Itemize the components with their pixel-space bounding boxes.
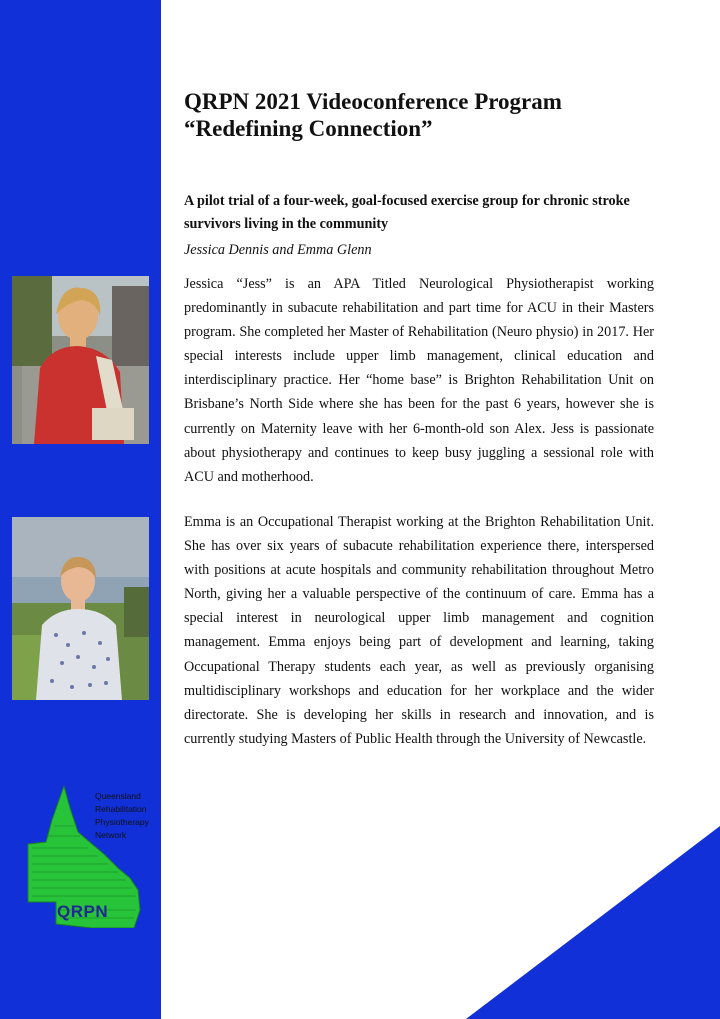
photo-emma: [12, 517, 149, 700]
talk-title: A pilot trial of a four-week, goal-focused exercise group for chronic stroke survivors living in the community: [184, 193, 630, 232]
logo-caption: [95, 790, 149, 842]
program-header: [184, 88, 684, 142]
program-title: QRPN 2021 Videoconference Program: [184, 89, 562, 114]
logo-wordmark: QRPN: [57, 902, 109, 921]
bio-jessica: Jessica “Jess” is an APA Titled Neurological Physiotherapist working predominantly in subacute rehabilitation and part time for ACU in their Masters program. She completed her Master of Rehabilitation (Neuro physio) in 2017. Her special interests include upper limb management, clinical education and interdisciplinary practice. Her “home base” is Brighton Rehabilitation Unit on Brisbane’s North Side where she has been for the past 6 years, however she is currently on Maternity leave with her 6-month-old son Alex. Jess is passionate about physiotherapy and continues to keep busy juggling a sessional role with ACU and motherhood.: [184, 276, 654, 485]
logo-line-rehabilitation: Rehabilitation: [95, 804, 147, 814]
logo-line-network: Network: [95, 830, 127, 840]
photo-jessica: [12, 276, 149, 444]
logo-line-physiotherapy: Physiotherapy: [95, 817, 149, 827]
program-subtitle: “Redefining Connection”: [184, 116, 433, 141]
logo-line-queensland: Queensland: [95, 791, 141, 801]
bio-emma: Emma is an Occupational Therapist working at the Brighton Rehabilitation Unit. She has over six years of subacute rehabilitation experience there, interspersed with positions at acute hospitals and community rehabilitation throughout Metro North, giving her a valuable perspective of the continuum of care. Emma has a special interest in neurological upper limb management and cognition management. Emma enjoys being part of development and learning, taking Occupational Therapy students each year, as well as previously organising multidisciplinary workshops and education for her workplace and the wider directorate. She is developing her skills in research and innovation, and is currently studying Masters of Public Health through the University of Newcastle.: [184, 514, 654, 747]
talk-authors: Jessica Dennis and Emma Glenn: [184, 242, 372, 258]
